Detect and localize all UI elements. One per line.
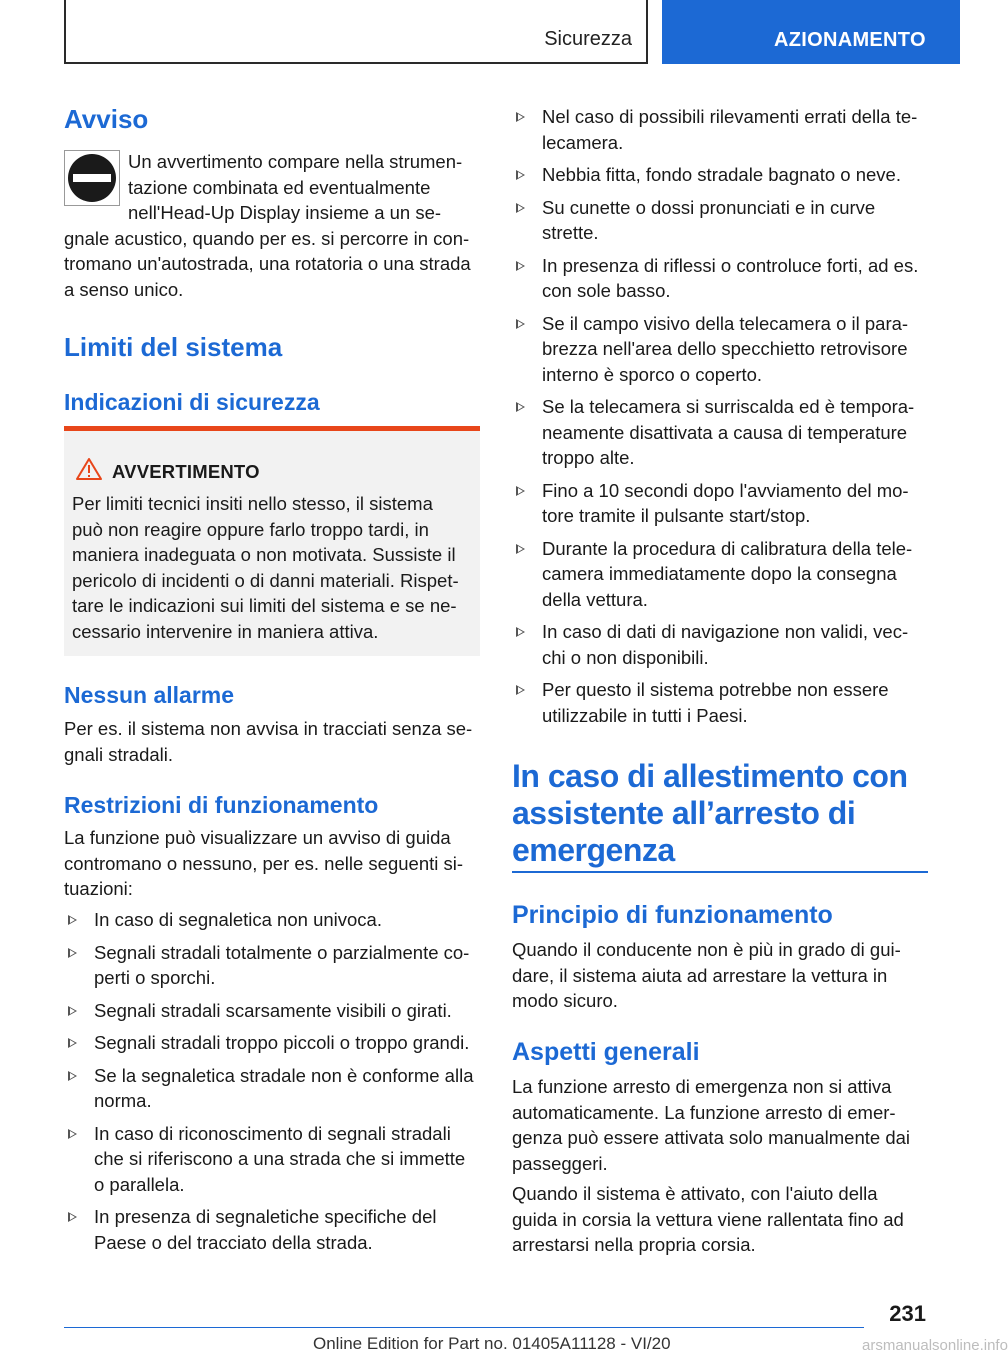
warning-line: cessario intervenire in maniera attiva. <box>72 620 379 642</box>
warning-line: tare le indicazioni sui limiti del sistema e se ne- <box>72 595 457 616</box>
list-item <box>512 619 928 670</box>
list-item-line: Nel caso di possibili rilevamenti errati della te- <box>542 106 918 127</box>
list-item-line: che si riferiscono a una strada che si immette <box>94 1148 466 1169</box>
bullet-triangle-icon <box>516 261 525 271</box>
list-item-line: neamente disattivata a causa di temperature <box>542 421 908 443</box>
list-item-line: chi o non disponibili. <box>542 646 709 668</box>
bullet-triangle-icon <box>68 1071 77 1081</box>
text-line: contromano o nessuno, per es. nelle seguenti si- <box>64 852 464 874</box>
list-item-line: Paese o del tracciato della strada. <box>94 1231 373 1253</box>
header-chapter-tab: AZIONAMENTO <box>662 0 960 64</box>
aspetti-text-1 <box>512 1074 928 1176</box>
list-item-line: Fino a 10 secondi dopo l'avviamento del mo- <box>542 479 909 501</box>
list-item-line: della vettura. <box>542 588 648 610</box>
list-item-line: norma. <box>94 1090 152 1111</box>
bullet-triangle-icon <box>68 1038 77 1048</box>
list-item-line: con sole basso. <box>542 280 671 301</box>
list-item <box>512 195 928 246</box>
section-divider <box>512 871 928 873</box>
bullet-triangle-icon <box>68 1129 77 1139</box>
bullet-triangle-icon <box>516 402 525 412</box>
list-item <box>64 1204 480 1255</box>
warning-text <box>72 491 472 644</box>
list-item <box>64 907 480 933</box>
nessun-allarme-heading: Nessun allarme <box>64 682 235 708</box>
list-item <box>64 940 480 991</box>
list-item-line: Durante la procedura di calibratura della tele- <box>542 537 913 559</box>
list-item <box>64 1121 480 1198</box>
header-section-label: Sicurezza <box>544 28 632 50</box>
footer-watermark: arsmanualsonline.info <box>862 1337 1008 1354</box>
bullet-triangle-icon <box>68 948 77 958</box>
warning-line: può non reagire oppure farlo troppo tardi, in <box>72 518 429 540</box>
list-item-line: Per questo il sistema potrebbe non essere <box>542 679 889 700</box>
heading-line: In caso di allestimento con <box>512 758 908 794</box>
bullet-triangle-icon <box>68 915 77 925</box>
text-line: guida in corsia la vettura viene rallentata fino ad <box>512 1208 904 1230</box>
list-item <box>512 311 928 388</box>
bullet-triangle-icon <box>516 203 525 213</box>
text-line: genza può essere attivata solo manualmente dai <box>512 1127 911 1148</box>
list-item-line: utilizzabile in tutti i Paesi. <box>542 704 748 726</box>
list-item-line: interno è sporco o coperto. <box>542 363 763 385</box>
text-line: tuazioni: <box>64 878 133 899</box>
text-line: La funzione può visualizzare un avviso di guida <box>64 827 451 848</box>
bullet-triangle-icon <box>516 685 525 695</box>
avviso-line: nell'Head-Up Display insieme a un se- <box>128 202 442 223</box>
list-item-line: In presenza di riflessi o controluce forti, ad es. <box>542 254 919 276</box>
principio-text <box>512 937 928 1014</box>
avviso-line: Un avvertimento compare nella strumen- <box>128 151 463 172</box>
text-line: Quando il conducente non è più in grado di gui- <box>512 939 901 960</box>
list-item-line: Se la segnaletica stradale non è conforme alla <box>94 1064 474 1086</box>
restrizioni-heading: Restrizioni di funzionamento <box>64 792 379 818</box>
bullet-triangle-icon <box>516 170 525 180</box>
bullet-triangle-icon <box>68 1212 77 1222</box>
warning-line: Per limiti tecnici insiti nello stesso, il sistema <box>72 493 433 514</box>
aspetti-heading: Aspetti generali <box>512 1038 700 1066</box>
bullet-triangle-icon <box>516 544 525 554</box>
page-header <box>0 0 960 64</box>
avviso-line: tazione combinata ed eventualmente <box>128 176 431 198</box>
warning-box <box>64 426 480 656</box>
text-line: Per es. il sistema non avvisa in tracciati senza se- <box>64 718 473 739</box>
warning-line: pericolo di incidenti o di danni materiali. Rispet- <box>72 569 459 591</box>
text-line: modo sicuro. <box>512 990 618 1011</box>
emergency-stop-heading <box>512 758 907 869</box>
avviso-line: gnale acustico, quando per es. si percorre in con- <box>64 227 470 249</box>
list-item-line: camera immediatamente dopo la consegna <box>542 563 897 584</box>
list-item-line: In caso di segnaletica non univoca. <box>94 909 382 930</box>
list-item-line: lecamera. <box>542 131 624 153</box>
aspetti-text-2 <box>512 1181 928 1258</box>
principio-heading: Principio di funzionamento <box>512 901 833 929</box>
list-item-line: troppo alte. <box>542 447 635 468</box>
nessun-allarme-text <box>64 716 480 767</box>
restrizioni-list <box>64 907 480 1262</box>
list-item-line: Segnali stradali troppo piccoli o troppo grandi. <box>94 1032 470 1053</box>
list-item <box>64 1063 480 1114</box>
bullet-triangle-icon <box>516 627 525 637</box>
list-item <box>512 394 928 471</box>
text-line: arrestarsi nella propria corsia. <box>512 1234 756 1255</box>
heading-line: assistente all’arresto di <box>512 795 856 831</box>
indicazioni-heading: Indicazioni di sicurezza <box>64 389 320 415</box>
text-line: dare, il sistema aiuta ad arrestare la vettura in <box>512 964 888 986</box>
avviso-heading: Avviso <box>64 104 149 134</box>
list-item-line: tore tramite il pulsante start/stop. <box>542 505 811 526</box>
bullet-triangle-icon <box>516 112 525 122</box>
footer-edition: Online Edition for Part no. 01405A11128 - VI/20 <box>313 1334 671 1353</box>
list-item-line: Segnali stradali totalmente o parzialmente co- <box>94 941 470 963</box>
list-item-line: perti o sporchi. <box>94 967 216 988</box>
list-item-line: brezza nell'area dello specchietto retrovisore <box>542 338 908 359</box>
avviso-line: tromano un'autostrada, una rotatoria o una strada <box>64 253 471 274</box>
text-line: gnali stradali. <box>64 743 174 765</box>
page-number: 231 <box>889 1301 926 1326</box>
list-item <box>512 104 928 155</box>
bullet-triangle-icon <box>68 1006 77 1016</box>
warning-triangle-icon <box>76 457 102 481</box>
avviso-text <box>64 149 480 302</box>
list-item-line: In caso di riconoscimento di segnali stradali <box>94 1122 451 1144</box>
text-line: automaticamente. La funzione arresto di emer- <box>512 1101 896 1123</box>
bullet-triangle-icon <box>516 486 525 496</box>
list-item <box>512 253 928 304</box>
text-line: passeggeri. <box>512 1152 608 1174</box>
warning-title: AVVERTIMENTO <box>112 461 260 482</box>
footer-divider <box>64 1327 864 1328</box>
avviso-line: a senso unico. <box>64 278 184 300</box>
list-item <box>512 536 928 613</box>
text-line: Quando il sistema è attivato, con l'aiuto della <box>512 1183 878 1204</box>
list-item-line: Se il campo visivo della telecamera o il para- <box>542 312 909 334</box>
list-item-line: Nebbia fitta, fondo stradale bagnato o neve. <box>542 164 901 185</box>
list-item <box>512 677 928 728</box>
list-item <box>512 478 928 529</box>
list-item-line: o parallela. <box>94 1173 185 1195</box>
conditions-list <box>512 104 928 735</box>
list-item-line: strette. <box>542 222 599 243</box>
bullet-triangle-icon <box>516 319 525 329</box>
list-item-line: Su cunette o dossi pronunciati e in curve <box>542 196 876 218</box>
heading-line: emergenza <box>512 832 675 868</box>
restrizioni-text <box>64 825 480 902</box>
list-item <box>512 162 928 188</box>
list-item-line: In caso di dati di navigazione non validi, vec- <box>542 621 909 642</box>
list-item-line: In presenza di segnaletiche specifiche del <box>94 1206 437 1227</box>
list-item-line: Se la telecamera si surriscalda ed è tempora- <box>542 396 915 417</box>
limiti-heading: Limiti del sistema <box>64 332 283 362</box>
list-item-line: Segnali stradali scarsamente visibili o girati. <box>94 999 452 1021</box>
list-item <box>64 998 480 1024</box>
list-item <box>64 1030 480 1056</box>
header-section-box <box>64 0 648 64</box>
warning-line: maniera inadeguata o non motivata. Sussiste il <box>72 544 456 565</box>
text-line: La funzione arresto di emergenza non si attiva <box>512 1076 892 1097</box>
